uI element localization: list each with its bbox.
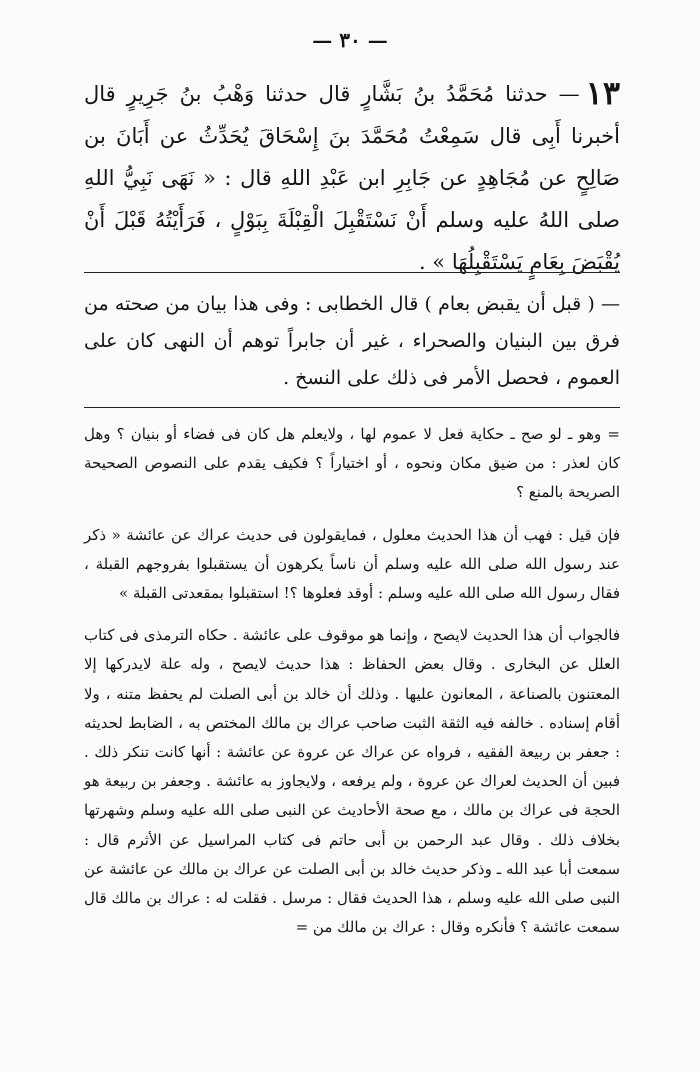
commentary-paragraph: فالجواب أن هذا الحديث لايصح ، وإنما هو موقوف على عائشة . حكاه الترمذى فى كتاب العلل عن البخارى . وقال بعض الحفاظ : هذا حديث لايصح ، وله علة لايدركها إلا المعتنون بالصناعة ، المعانون عليها . وذلك أن خالد بن أبى الصلت لم يحفظ متنه ، ولا أقام إسناده . خالفه فيه الثقة الثبت صاحب عراك بن مالك المختص به ، الضابط لحديثه : جعفر بن ربيعة الفقيه ، فرواه عن عراك عن عروة عن عائشة : أنها كانت تنكر ذلك . فبين أن الحديث لعراك عن عروة ، ولم يرفعه ، ولايجاوز به عائشة . وجعفر بن ربيعة هو الحجة فى عراك بن مالك ، مع صحة الأحاديث عن النبى صلى الله عليه وسلم وشهرتها بخلاف ذلك . وقال عبد الرحمن بن أبى حاتم فى كتاب المراسيل عن الأثرم قال : سمعت أبا عبد الله ـ وذكر حديث خالد بن أبى الصلت عن عراك بن مالك عن عائشة عن النبى صلى الله عليه وسلم ، هذا الحديث فقال : مرسل . فقلت له : عراك بن مالك قال سمعت عائشة ؟ فأنكره وقال : عراك بن مالك من = xyxy=(84,626,620,937)
divider-rule xyxy=(84,272,620,273)
hadith-text xyxy=(84,72,620,283)
commentary-footnote xyxy=(84,420,620,955)
divider-rule xyxy=(84,407,620,408)
commentary-paragraph: فإن قيل : فهب أن هذا الحديث معلول ، فمايقولون فى حديث عراك عن عائشة « ذكر عند رسول الله صلى الله عليه وسلم أن ناساً يكرهون أن يستقبلوا بفروجهم القبلة ، فقال رسول الله صلى الله عليه وسلم : أوقد فعلوها ؟! استقبلوا بمقعدتى القبلة » xyxy=(84,525,620,603)
page-number: — ٣٠ — xyxy=(312,28,388,52)
khattabi-note: — ( قبل أن يقبض بعام ) قال الخطابى : وفى هذا بيان من صحته من فرق بين البنيان والصحراء ، غير أن جابراً توهم أن النهى كان على العموم ، فحصل الأمر فى ذلك على النسخ . xyxy=(84,293,620,389)
commentary-paragraph: = وهو ـ لو صح ـ حكاية فعل لا عموم لها ، ولايعلم هل كان فى فضاء أو بنيان ؟ وهل كان لعذر : من ضيق مكان ونحوه ، أو اختياراً ؟ فكيف يقدم على النصوص الصحيحة الصريحة بالمنع ؟ xyxy=(84,425,621,502)
hadith-number: ١٣ xyxy=(585,74,620,112)
hadith-body: — حدثنا مُحَمَّدُ بنُ بَشَّارٍ قال حدثنا وَهْبُ بنُ جَرِيرٍ قال أخبرنا أَبِى قال سَمِعْتُ مُحَمَّدَ بنَ إِسْحَاقَ يُحَدِّثُ عن أَبَانَ بن صَالِحٍ عن مُجَاهِدٍ عن جَابِرِ ابن عَبْدِ اللهِ قال : « نَهَى نَبِيُّ اللهِ صلى اللهُ عليه وسلم أَنْ نَسْتَقْبِلَ الْقِبْلَةَ بِبَوْلٍ ، فَرَأَيْتُهُ قَبْلَ أَنْ يُقْبَضَ بِعَامٍ يَسْتَقْبِلُهَا » . xyxy=(84,82,620,274)
